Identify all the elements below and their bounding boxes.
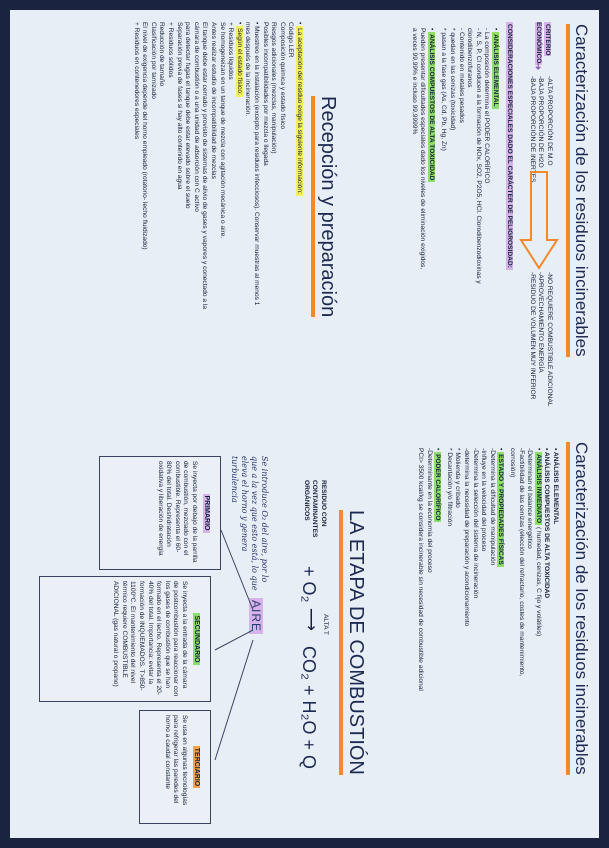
- ac-heading: ANÁLISIS COMPUESTOS DE ALTA TOXICIDAD: [427, 34, 435, 181]
- recepcion-line: El tanque debe estar cerrado y provisto de sistemas de alivio de gases y vapores y conectado a la: [201, 22, 209, 309]
- primario-title: PRIMARIO: [203, 495, 210, 531]
- right-list-item: -NO REQUIERE COMBUSTIBLE ADICIONAL: [546, 272, 553, 407]
- arrow-right-icon: ➜: [532, 62, 543, 71]
- inmediato-heading: ANÁLISIS INMEDIATO: [534, 454, 542, 524]
- recepcion-line: + Residuos sólidos: [167, 22, 175, 78]
- inmediato-rest: ( humedad, cenizas, C fijo y volátiles): [534, 525, 542, 637]
- eq-products-text: CO₂ + H₂O + Q: [299, 646, 319, 770]
- ac-line: Pueden presentar dificultades especiales dado los niveles de eliminación exigidos,: [419, 28, 427, 270]
- car-line: -Determinante en la economía del proceso: [425, 448, 433, 573]
- secundario-box: [39, 576, 211, 702]
- recepcion-line: Según el estado físico:: [235, 28, 243, 95]
- recepcion-line: Antes realizar estudio de incompatibilidad de mezclas: [210, 22, 218, 179]
- recepcion-line: Reducción de tamaño: [158, 22, 166, 87]
- eq-plus-text: + O₂: [299, 566, 319, 603]
- recepcion-line: Riesgos adicionales (mezclas, manipulación): [270, 22, 278, 154]
- terciario-text: Se usa en algunas tecnologías para refrigerar las paredes del horno a caudal constante: [163, 715, 188, 806]
- eq-cond: [320, 614, 329, 635]
- rotated-page: [10, 10, 599, 838]
- recepcion-line: + Residuos en contenedores especiales: [132, 22, 140, 140]
- primario-box: [99, 456, 221, 570]
- recepcion-line: + Residuos líquidos: [227, 22, 235, 80]
- recepcion-block: • La aceptación del residuo exige la siguiente información: Código LER Composición química y estado físico Riesgos adicionales (mezclas, manipulación) Posibles incompatibilidades por mezcla o llegada • Muestreo en la instalación (excepto para residuos infecciosos). Conservar muestras al menos 1 mes después de la incineración. • Según el estado físico: + Residuos líquidos Se homogeneizan en un tanque de mezcla con agitación mecánica o aire. Antes realizar estudio de incompatibilidad de mezclas El tanque debe estar cerrado y provisto de sistemas de alivio de gases y vapores y conectado a la cámara de combustión o a una unidad de adsorción con C activo para detectar fugas el tanque debe estar elevado sobre el suelo Separación previa de fases si hay alto contenido en agua + Residuos sólidos Reducción de tamaño Clasificación por tamizado El nivel de exigencia depende del horno empleado (rotatorio- lecho fluidizado) + Residuos en contenedores especiales: [132, 22, 303, 309]
- section1-title: [566, 24, 591, 357]
- recepcion-line: Composición química y estado físico: [278, 22, 286, 130]
- reactant: [301, 480, 327, 560]
- right-list: [527, 272, 553, 406]
- recepcion-line: mes después de la incineración.: [244, 22, 252, 117]
- ae-line: - N, S, P, Cl conducen a la formación de NOx, SO2, P2O5, HCl. Clorodibenzodioxinas y: [474, 28, 482, 284]
- poder-heading: PODER CALORÍFICO: [434, 454, 442, 521]
- section3-title: [566, 442, 591, 775]
- car-line: -determina la necesidad de preparación y acondicionamiento: [463, 448, 471, 627]
- car-line: -Determina la dificultad de manipulación: [488, 448, 496, 566]
- right-list-item: -RESIDUO DE VOLUMEN MUY INFERIOR: [528, 272, 536, 400]
- recepcion-line: cámara de combustión o a una unidad de adsorción con C activo: [192, 22, 200, 212]
- consideraciones-heading: [504, 22, 513, 270]
- aire-text: AIRE: [249, 600, 263, 633]
- car-line: PCI> 3500 kcal/kg se considera incinerable sin necesidad de combustible adicional: [417, 448, 425, 691]
- ae-heading: ANÁLISIS ELEMENTAL: [492, 34, 499, 107]
- eq-products: [298, 646, 319, 769]
- recepcion-line: Muestreo en la instalación (excepto para residuos infecciosos). Conservar muestras al menos 1: [253, 26, 261, 306]
- car-line: * Decantación y/o filtración: [445, 448, 453, 527]
- car-line: * Molienda y cribado: [454, 448, 462, 508]
- big-arrow-icon: [519, 170, 559, 270]
- consideraciones-text: CONSIDERACIONES ESPECIALES DADO EL CARÁCTER DE PELIGROSIDAD:: [506, 24, 513, 268]
- car-line: ANÁLISIS COMPUESTOS DE ALTA TOXICIDAD: [543, 451, 551, 599]
- left-list-item: -BAJA PROPORCIÓN DE H2O: [537, 76, 545, 168]
- ae-line: - La composición determina el PODER CALORÍFICO: [483, 28, 491, 184]
- recepcion-line: Código LER: [287, 22, 295, 58]
- aire-connector-lines: [209, 510, 259, 790]
- section4-title: [339, 510, 367, 775]
- car-line: corrosión): [509, 448, 517, 478]
- recepcion-line: La aceptación del residuo exige la siguiente información:: [296, 28, 303, 194]
- handwritten-text: Se introduce O₂ del aire, por lo que a la vez que esto está, lo que eleva el horno y genera turbulencia: [230, 456, 269, 591]
- recepcion-line: Separación previa de fases si hay alto contenido en agua: [175, 22, 183, 190]
- terciario-title: TERCIARIO: [193, 747, 200, 787]
- eq-plus: [298, 566, 319, 603]
- recepcion-line: Clasificación por tamizado: [149, 22, 157, 99]
- ae-line: - Contenido en metales pesados: [457, 28, 465, 123]
- caracterizacion-block: • ANÁLISIS ELEMENTAL • ANÁLISIS COMPUESTOS DE ALTA TOXICIDAD • ANÁLISIS INMEDIATO ( humedad, cenizas, C fijo y volátiles) -Determinan el balance energético -Factibilidad de las cenizas (elección del refractario, costes de mantenimiento, corrosión) • ESTADO Y PROPIEDADES FÍSICAS -Determina la dificultad de manipulación -Influye en la velocidad del proceso -Determina la selección del sistema de incineración -determina la necesidad de preparación y acondicionamiento * Molienda y cribado * Decantación y/o filtración • PODER CALORÍFICO -Determinante en la economía del proceso PCI> 3500 kcal/kg se considera incinerable sin necesidad de combustible adicional: [417, 448, 559, 691]
- recepcion-line: para detectar fugas el tanque debe estar elevado sobre el suelo: [184, 22, 192, 209]
- section2-title-text: Recepción y preparación: [317, 96, 339, 318]
- car-line: ANÁLISIS ELEMENTAL: [552, 451, 559, 525]
- paper-sheet: [10, 10, 599, 838]
- ae-line: clorodibenzofuranos: [466, 28, 474, 88]
- car-line: -Factibilidad de las cenizas (elección del refractario, costes de mantenimiento,: [517, 448, 525, 677]
- left-list-item: -ALTA PROPORCIÓN DE M.O: [546, 76, 553, 166]
- ac-line: a veces 99,99% e incluso 99,9999%: [410, 28, 418, 135]
- props-heading: ESTADO Y PROPIEDADES FÍSICAS: [497, 454, 505, 565]
- car-line: -Determinan el balance energético: [526, 448, 534, 549]
- section4-title-text: LA ETAPA DE COMBUSTIÓN: [345, 510, 367, 775]
- car-line: -Influye en la velocidad del proceso: [480, 448, 488, 552]
- primario-text: Se inyecta por debajo de la parrilla de combustión, mezclado con el combustible. Representa el 60-80% del total. Deshidratación oxidativa y liberación de energía: [156, 461, 198, 563]
- left-list-item: -BAJA PROPORCIÓN DE INERTES: [528, 76, 536, 183]
- secundario-title: SECUNDARIO: [193, 615, 200, 663]
- section3-title-text: Caracterización de los residuos incinerables: [572, 442, 591, 775]
- ae-line: * pasan a la fase gas (As, Cd, Pb, Hg, Zn): [440, 28, 448, 151]
- section2-title: [311, 96, 339, 317]
- section1-title-text: Caracterización de los residuos incinerables: [572, 24, 591, 357]
- eq-cond-text: ALTA T: [322, 614, 329, 635]
- criterio-text: CRITERIO ECONÓMICO: [535, 22, 551, 64]
- criterio-label: [534, 22, 551, 64]
- reaction-arrow-icon: ⟶: [302, 608, 319, 631]
- recepcion-line: Posibles incompatibilidades por mezcla o llegada: [261, 22, 269, 166]
- car-line: -Determina la selección del sistema de incineración: [471, 448, 479, 599]
- right-list-item: -APROVECHAMIENTO ENERGÍA: [537, 272, 545, 373]
- left-list: [527, 76, 553, 183]
- reactant-text: RESIDUO CON CONTAMINANTES ORGÁNICOS: [302, 480, 327, 538]
- ae-block: • ANÁLISIS ELEMENTAL - La composición determina el PODER CALORÍFICO - N, S, P, Cl conducen a la formación de NOx, SO2, P2O5, HCl. Clorodibenzodioxinas y clorodibenzofuranos - Contenido en metales pesados * quedan en las cenizas (toxicidad) * pasan a la fase gas (As, Cd, Pb, Hg, Zn) • ANÁLISIS COMPUESTOS DE ALTA TOXICIDAD Pueden presentar dificultades especiales dado los niveles de eliminación exigidos, a veces 99,99% e incluso 99,9999%: [410, 28, 499, 284]
- ae-line: * quedan en las cenizas (toxicidad): [449, 28, 457, 131]
- secundario-text: Se inyecta a la entrada de la cámara de postcombustión para reaccionar con los gases de combustión que se han formado en el lecho. Representa el 20-40% del total. Importancia: evitar la formación de INQUEMADOS. T>850-1100ºC. El mantenimiento del nivel térmico requiere COMBUSTIBLE ADICIONAL (gas natural o propano): [112, 581, 188, 697]
- terciario-box: [139, 710, 211, 824]
- recepcion-line: El nivel de exigencia depende del horno empleado (rotatorio- lecho fluidizado): [141, 22, 149, 250]
- recepcion-line: Se homogeneizan en un tanque de mezcla con agitación mecánica o aire.: [218, 22, 226, 239]
